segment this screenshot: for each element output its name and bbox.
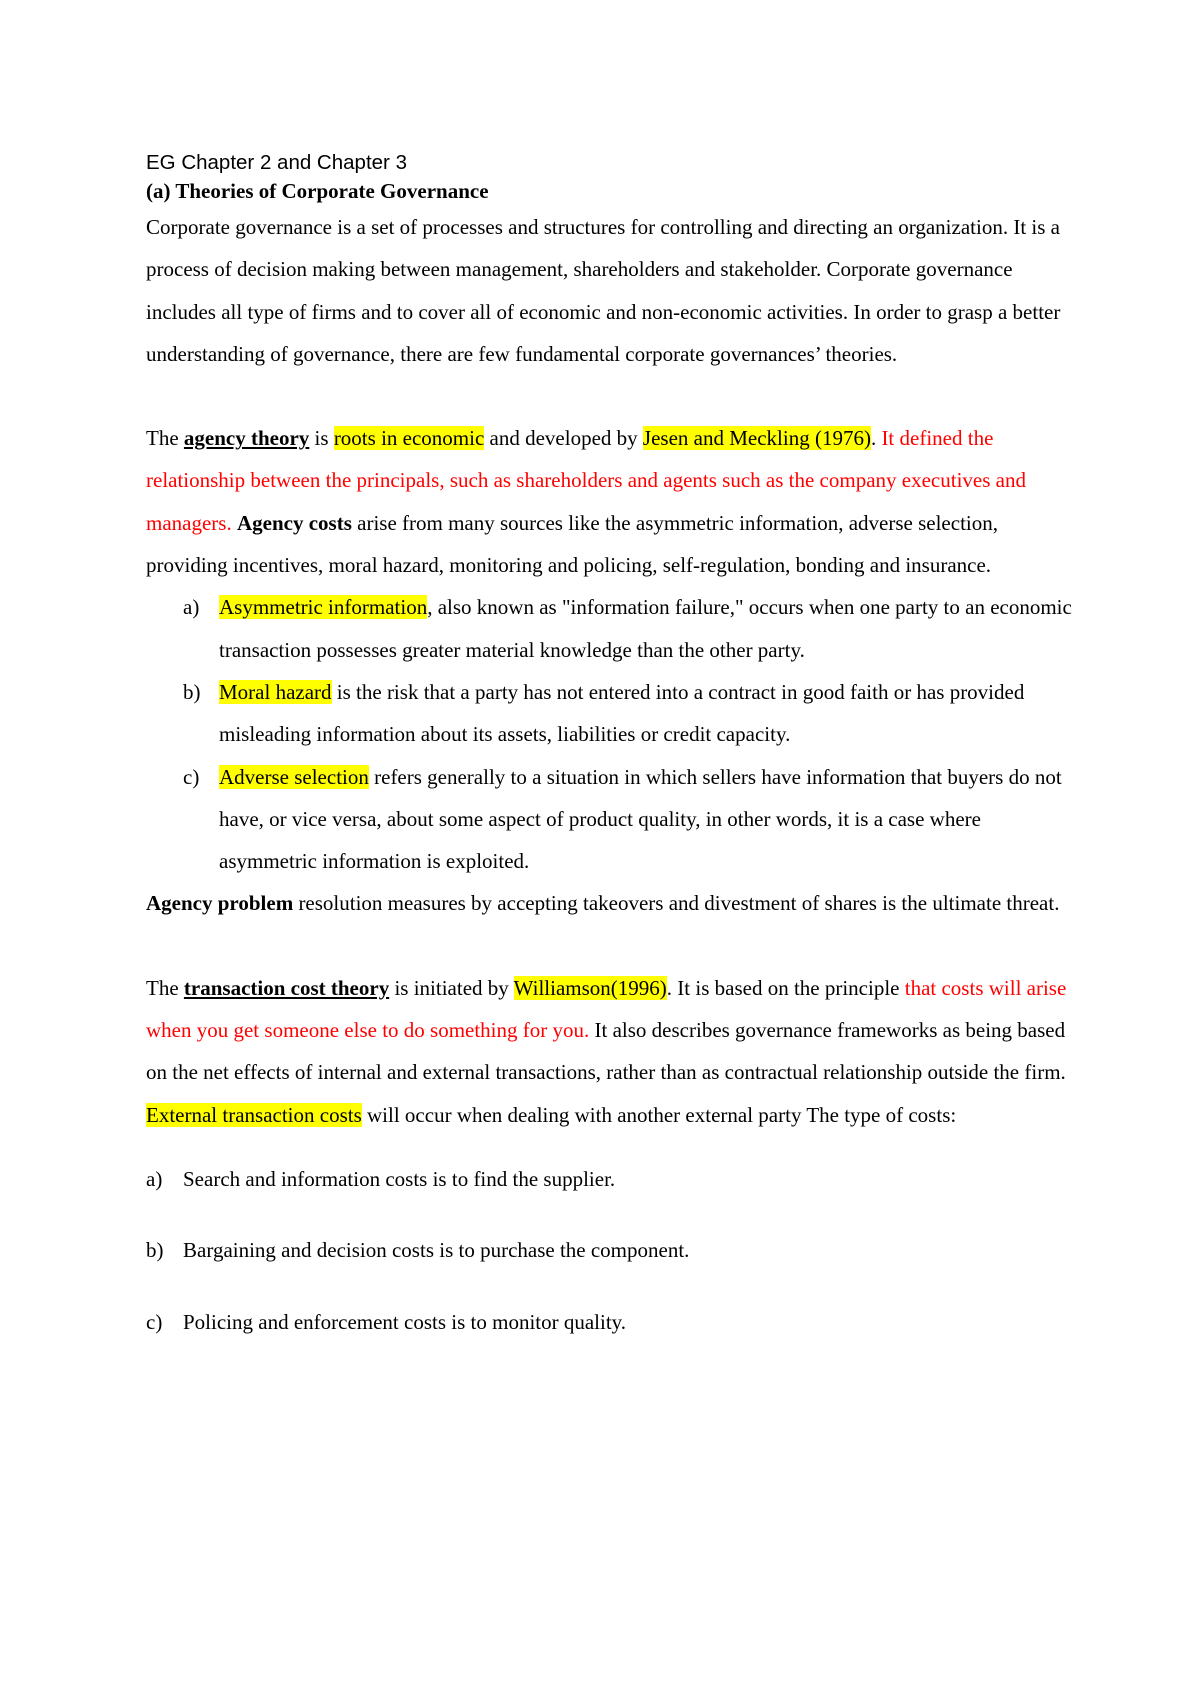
list-item-text: , also known as "information failure," occurs when one party to an economic transaction possesses greater material knowledge than the other party. <box>219 595 1072 662</box>
transaction-cost-theory-term: transaction cost theory <box>183 975 390 1000</box>
text-run: arise from many sources like the asymmetric information, adverse selection, providing incentives, moral hazard, monitoring and policing, self-regulation, bonding and insurance. <box>146 510 998 578</box>
text-run: The <box>146 426 184 451</box>
list-item <box>146 671 1076 756</box>
highlight-term: Moral hazard <box>219 679 332 704</box>
text-run: . <box>870 426 882 451</box>
list-marker: a) <box>146 1166 163 1191</box>
list-item <box>146 1158 1076 1200</box>
section-heading: (a) Theories of Corporate Governance <box>146 179 489 203</box>
paragraph-gap <box>146 375 1076 417</box>
paragraph-gap <box>146 925 1076 967</box>
agency-costs-term: Agency costs <box>236 510 352 535</box>
highlight-roots-in-economic: roots in economic <box>333 426 485 451</box>
external-costs-paragraph <box>146 1094 1076 1136</box>
list-item-text: is the risk that a party has not entered into a contract in good faith or has provided misleading information about its assets, liabilities or credit capacity. <box>219 679 1025 747</box>
agency-problem-paragraph <box>146 882 1076 924</box>
document-body <box>146 148 1076 1372</box>
list-item-text: Search and information costs is to find the supplier. <box>183 1166 616 1191</box>
list-item-text: Bargaining and decision costs is to purchase the component. <box>183 1238 690 1263</box>
agency-theory-term: agency theory <box>183 426 310 451</box>
cost-types-list <box>146 1158 1076 1343</box>
text-run: The <box>146 975 184 1000</box>
list-item <box>146 1229 1076 1271</box>
list-item <box>146 1301 1076 1343</box>
red-emphasis-text: It defined the relationship between the principals, such as shareholders and agents such as the company executives and managers. <box>146 426 1026 535</box>
list-marker: b) <box>183 679 201 704</box>
list-marker: c) <box>183 764 200 789</box>
text-run: is <box>309 426 334 451</box>
text-run: resolution measures by accepting takeovers and divestment of shares is the ultimate threat. <box>293 891 1060 916</box>
highlight-term: Adverse selection <box>219 764 369 789</box>
list-item <box>146 756 1076 883</box>
highlight-authors: Jesen and Meckling (1976) <box>642 426 871 451</box>
text-run: will occur when dealing with another external party The type of costs: <box>361 1102 957 1127</box>
list-marker: c) <box>146 1309 163 1334</box>
list-item-text: Policing and enforcement costs is to monitor quality. <box>183 1309 627 1334</box>
agency-problem-term: Agency problem <box>146 891 294 916</box>
text-run: It also describes governance frameworks as being based on the net effects of internal and external transactions, rather than as contractual relationship outside the firm. <box>146 1018 1066 1085</box>
agency-costs-list <box>146 586 1076 882</box>
text-run: . It is based on the principle <box>666 975 905 1000</box>
highlight-term: Asymmetric information <box>219 595 428 620</box>
list-item <box>146 586 1076 671</box>
agency-theory-paragraph <box>146 417 1076 586</box>
highlight-author: Williamson(1996) <box>513 975 667 1000</box>
list-marker: b) <box>146 1238 164 1263</box>
text-run: and developed by <box>484 426 643 451</box>
list-item-text: refers generally to a situation in which sellers have information that buyers do not have, or vice versa, about some aspect of product quality, in other words, it is a case where asymmetric information is exploited. <box>219 764 1062 874</box>
highlight-external-costs: External transaction costs <box>146 1102 362 1127</box>
transaction-cost-paragraph <box>146 967 1076 1094</box>
intro-paragraph: Corporate governance is a set of processes and structures for controlling and directing an organization. It is a process of decision making between management, shareholders and stakeholder. Corporate governance includes all type of firms and to cover all of economic and non-economic activities. In order to grasp a better understanding of governance, there are few fundamental corporate governances’ theories. <box>146 215 1061 366</box>
text-run: is initiated by <box>389 975 514 1000</box>
red-emphasis-text: that costs will arise when you get someone else to do something for you. <box>146 975 1067 1043</box>
list-marker: a) <box>183 595 200 620</box>
document-title: EG Chapter 2 and Chapter 3 <box>146 151 407 174</box>
